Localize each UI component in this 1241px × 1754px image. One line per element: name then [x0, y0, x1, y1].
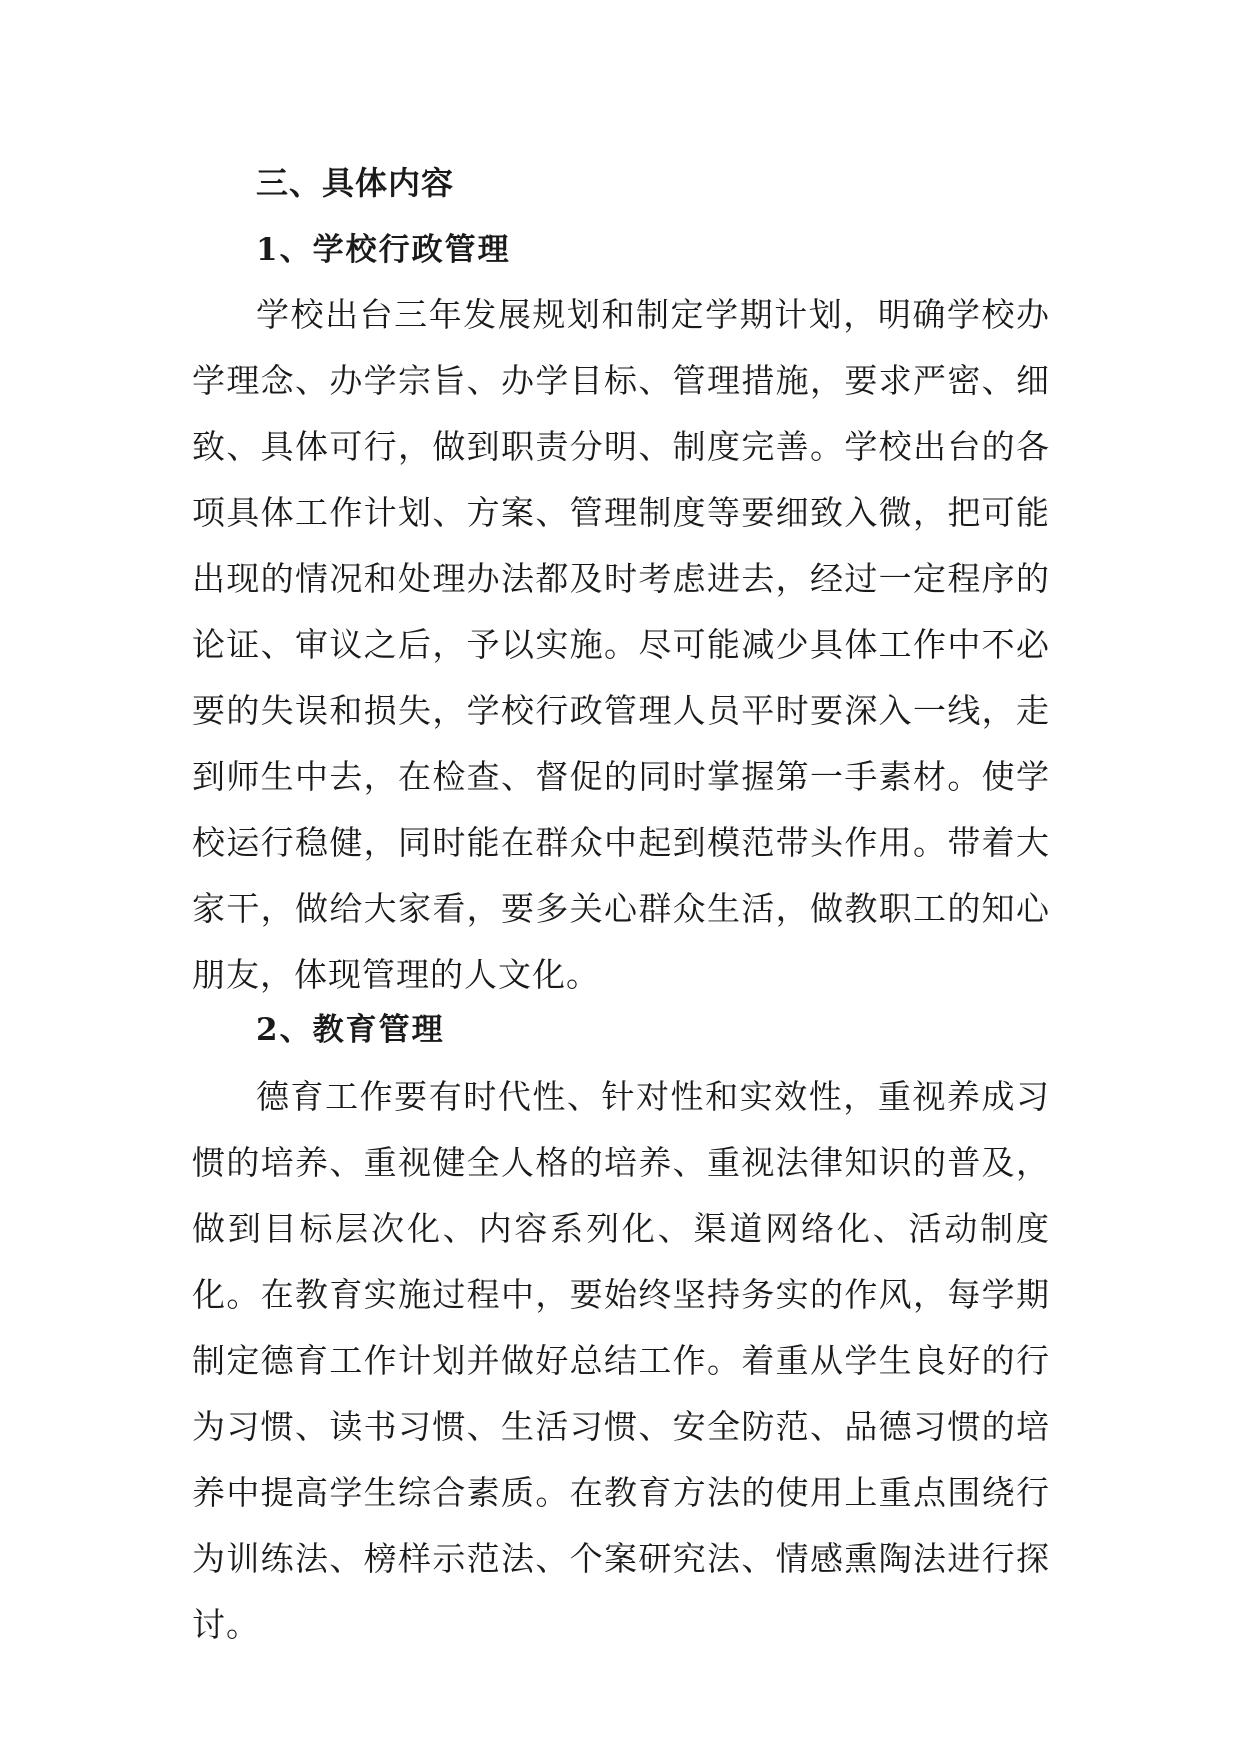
section-heading: 三、具体内容 — [256, 164, 455, 202]
paragraph-education: 德育工作要有时代性、针对性和实效性，重视养成习惯的培养、重视健全人格的培养、重视法律知识的普及，做到目标层次化、内容系列化、渠道网络化、活动制度化。在教育实施过程中，要始终坚持务实的作风，每学期制定德育工作计划并做好总结工作。着重从学生良好的行为习惯、读书习惯、生活习惯、安全防范、品德习惯的培养中提高学生综合素质。在教育方法的使用上重点围绕行为训练法、榜样示范法、个案研究法、情感熏陶法进行探讨。 — [192, 1077, 1050, 1644]
subsection-title-administration: 1、学校行政管理 — [256, 232, 511, 268]
paragraph-administration: 学校出台三年发展规划和制定学期计划，明确学校办学理念、办学宗旨、办学目标、管理措施，要求严密、细致、具体可行，做到职责分明、制度完善。学校出台的各项具体工作计划、方案、管理制度等要细致入微，把可能出现的情况和处理办法都及时考虑进去，经过一定程序的论证、审议之后，予以实施。尽可能减少具体工作中不必要的失误和损失，学校行政管理人员平时要深入一线，走到师生中去，在检查、督促的同时掌握第一手素材。使学校运行稳健，同时能在群众中起到模范带头作用。带着大家干，做给大家看，要多关心群众生活，做教职工的知心朋友，体现管理的人文化。 — [192, 295, 1050, 994]
subsection-title-education: 2、教育管理 — [256, 1012, 445, 1048]
